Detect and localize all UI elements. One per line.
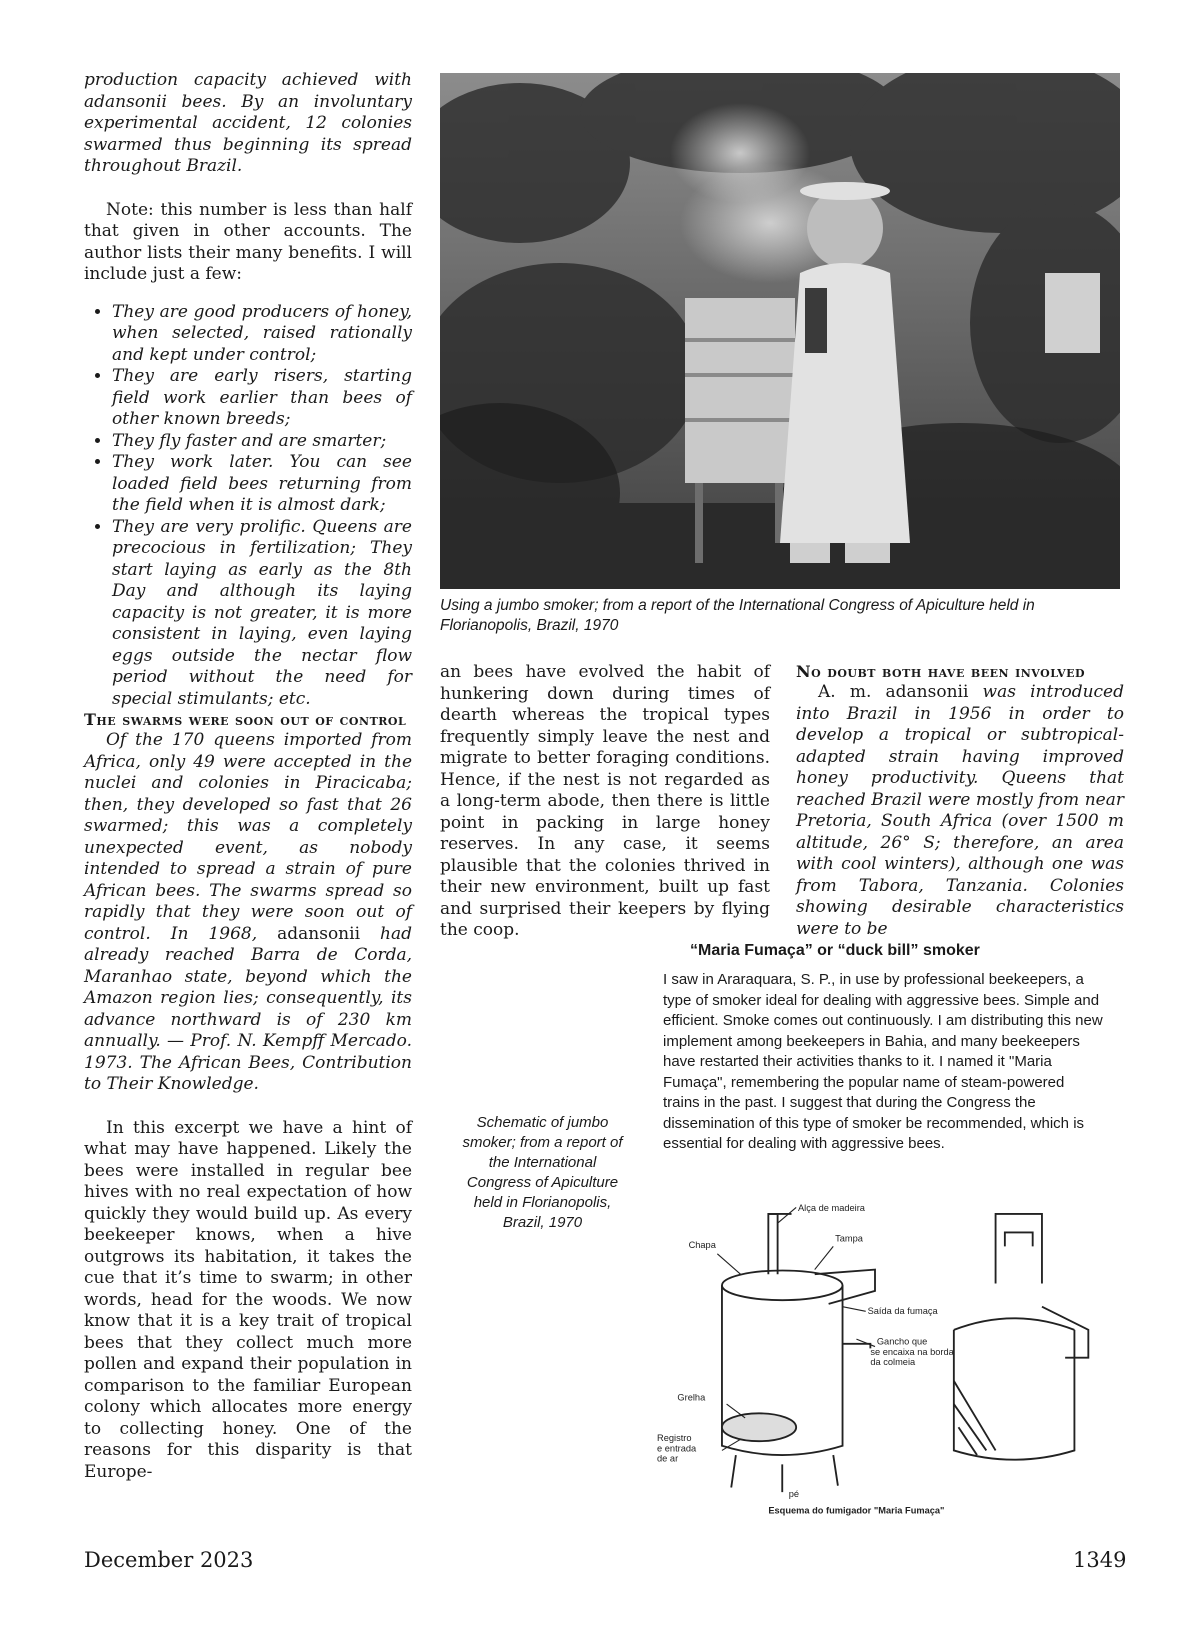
label-gancho-2: se encaixa na borda [870, 1346, 954, 1357]
excerpt-paragraph: In this excerpt we have a hint of what may have happened. Likely the bees were installed in regular bee hives with no real expectation of how quickly they would build up. As every beekeeper knows, when a hive outgrows its habitation, it takes the cue that it’s time to swarm; in other words, head for the woods. We now know that it is a key trait of tropical bees that they collect much more pollen and expand their population in comparison to the familiar European colony which allocates more energy to collecting honey. One of the reasons for this disparity is that Europe- [84, 1117, 412, 1482]
label-pe: pé [788, 1488, 800, 1499]
right-paragraph-text: was introduced into Brazil in 1956 in order to develop a tropical or subtropical-adapted strain having improved honey productivity. Queens that reached Brazil were mostly from near Pretoria, South Africa (over 1500 m altitude, 26° S; therefore, an area with cool winters), although one was from Tabora, Tanzania. Colonies showing desirable characteristics were to be [796, 682, 1124, 939]
page-number: 1349 [1073, 1548, 1127, 1572]
swarm-quote-part: Of the 170 queens imported from Africa, only 49 were accepted in the nuclei and colonies in Piracicaba; then, they developed so fast that 26 swarmed; this was a completely unexpected event, as nobody intended to spread a strain of pure African bees. The swarms spread so rapidly that they were soon out of control. In 1968, [84, 730, 412, 944]
beekeeper-photo-illustration [440, 73, 1120, 589]
right-paragraph [796, 682, 1124, 940]
label-chapa: Chapa [688, 1240, 716, 1251]
smoker-schematic [640, 1200, 1110, 1520]
label-registro-2: e entrada [657, 1443, 697, 1454]
list-item: • They fly faster and are smarter; [112, 431, 412, 453]
right-column [796, 662, 1124, 940]
label-tampa: Tampa [835, 1233, 863, 1244]
note-paragraph: Note: this number is less than half that given in other accounts. The author lists their many benefits. I will include just a few: [84, 199, 412, 284]
benefits-list [84, 302, 412, 711]
list-item: • They are good producers of honey, when selected, raised rationally and kept under control; [112, 302, 412, 367]
label-registro-3: de ar [657, 1453, 679, 1464]
list-item: • They work later. You can see loaded field bees returning from the field when it is almost dark; [112, 452, 412, 517]
photo-caption: Using a jumbo smoker; from a report of the International Congress of Apiculture held in Florianopolis, Brazil, 1970 [440, 597, 1035, 634]
list-item: • They are early risers, starting field work earlier than bees of other known breeds; [112, 366, 412, 431]
schematic-caption: Schematic of jumbo smoker; from a report of the International Congress of Apiculture held in Florianopolis, Brazil, 1970 [462, 1114, 623, 1231]
middle-paragraph: an bees have evolved the habit of hunkering down during times of dearth whereas the tropical types frequently simply leave the nest and migrate to better foraging conditions. Hence, if the nest is not regarded as a long-term abode, then there is little point in packing in large honey reserves. In any case, it seems plausible that the colonies thrived in their new environment, built up fast and surprised their keepers by flying the coop. [440, 662, 770, 940]
swarm-quote [84, 730, 412, 1096]
smoker-figure-text: I saw in Araraquara, S. P., in use by professional beekeepers, a type of smoker ideal for dealing with aggressive bees. Simple and efficient. Smoke comes out continuously. I am distributing this new implement among beekeepers in Bahia, and many beekeepers have restarted their activities thanks to it. I named it "Maria Fumaça", remembering the popular name of steam-powered trains in the past. I suggest that during the Congress the dissemination of this type of smoker be recommended, which is essential for dealing with aggressive bees. [663, 971, 1103, 1152]
list-item: • They are very prolific. Queens are precocious in fertilization; They start laying as early as the 8th Day and although its laying capacity is not greater, it is more consistent in laying, even laying eggs outside the nectar flow period without the need for special stimulants; etc. [112, 517, 412, 711]
label-esquema: Esquema do fumigador "Maria Fumaça" [768, 1505, 945, 1516]
middle-column [440, 662, 770, 942]
footer-date: December 2023 [84, 1548, 254, 1572]
species-name: A. m. adansonii [818, 682, 969, 702]
label-grelha: Grelha [677, 1392, 706, 1403]
label-gancho-1: Gancho que [876, 1336, 928, 1347]
label-registro-1: Registro [657, 1433, 692, 1444]
label-saida: Saída da fumaça [867, 1306, 938, 1317]
section-heading-involved: No doubt both have been involved [796, 662, 1086, 681]
left-column [84, 70, 412, 1483]
quote-ending: production capacity achieved with adansonii bees. By an involuntary experimental accident, 12 colonies swarmed thus beginning its spread throughout Brazil. [84, 70, 412, 176]
label-gancho-3: da colmeia [870, 1357, 916, 1368]
section-heading-swarms: The swarms were soon out of control [84, 710, 407, 729]
beekeeper-photo [440, 73, 1120, 589]
species-name: adansonii [277, 923, 361, 944]
label-alca: Alça de madeira [798, 1203, 865, 1214]
smoker-figure-title: “Maria Fumaça” or “duck bill” smoker [690, 942, 980, 959]
swarm-quote-part: had already reached Barra de Corda, Maranhao state, beyond which the Amazon region lies; consequently, its advance northward is of 230 km annually. — Prof. N. Kempff Mercado. 1973. The African Bees, Contribution to Their Knowledge. [84, 923, 412, 1094]
